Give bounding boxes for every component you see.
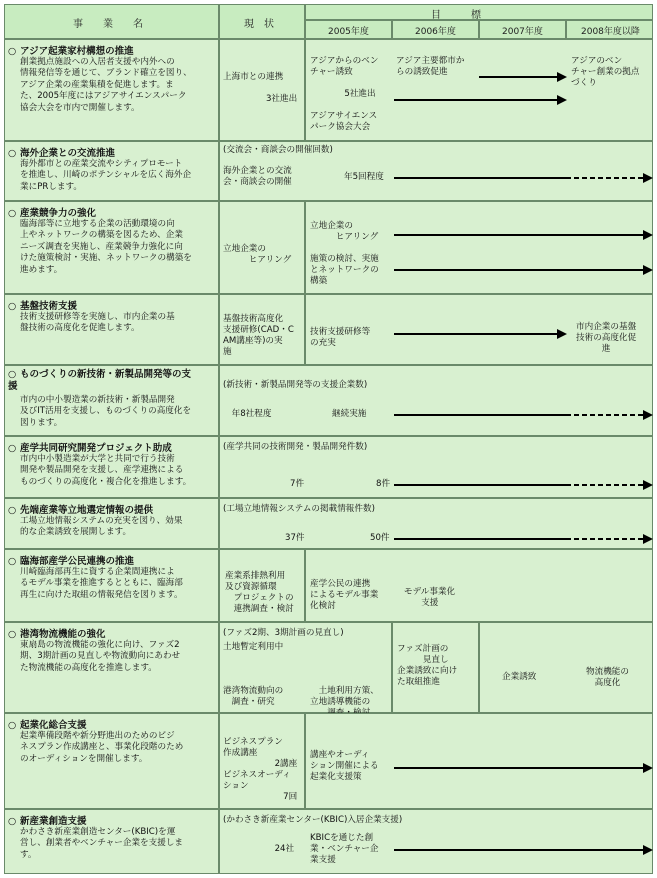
project-goal-table	[4, 4, 653, 874]
row-industry-academia-title: ○ 産学共同研究開発プロジェクト助成	[8, 443, 172, 454]
row-port-logistics-goal-2008: 物流機能の 高度化	[586, 667, 629, 688]
header-status-cell	[219, 4, 305, 39]
row-new-industry-title: ○ 新産業創造支援	[8, 816, 87, 827]
row-monozukuri-goal-cell	[219, 365, 653, 436]
row-siting-info-arrow-dashed	[566, 538, 653, 540]
row-waterfront-title: ○ 臨海部産学公民連携の推進	[8, 556, 135, 567]
row-industry-academia-description: 市内中小製造業が大学と共同で行う技術 開発や製品開発を支援し、産学連携による ものづくりの高度化・複合化を推進します。	[20, 454, 192, 487]
header-goal-cell	[305, 4, 653, 20]
row-competitiveness-arrow-top	[394, 234, 653, 236]
row-asia-description: 創業拠点施設への入居者支援や内外への 情報発信等を通じて、ブランド確立を図り、 アジア企業の産業集積を促進します。ま た、2005年度にはアジアサイエンスパーク 協会大会を市内で開催します。	[20, 57, 192, 113]
row-waterfront-goal-2005: 産学公民の連携 によるモデル事業 化検討	[310, 579, 379, 611]
row-new-industry-goal-2005: KBICを通じた創 業・ベンチャー企 業支援	[310, 833, 379, 865]
header-year-2008: 2008年度以降	[581, 27, 640, 37]
row-asia-status: 上海市との連携 3社進出	[223, 72, 298, 104]
row-basic-tech-goal-2008: 市内企業の基盤 技術の高度化促 進	[576, 322, 637, 354]
row-competitiveness-title: ○ 産業競争力の強化	[8, 208, 97, 219]
row-basic-tech-title: ○ 基盤技術支援	[8, 301, 78, 312]
row-monozukuri-description: 市内の中小製造業の新技術・新製品開発 及びIT活用を支援し、ものづくりの高度化を 図ります。	[20, 395, 192, 428]
row-startup-support-arrow	[394, 767, 653, 769]
row-siting-info-status: 37件	[285, 533, 305, 543]
row-overseas-arrow-dashed	[566, 177, 653, 179]
row-monozukuri-goal-2005: 継続実施	[332, 409, 367, 419]
row-port-logistics-goal-2007: 企業誘致	[502, 672, 537, 682]
row-basic-tech-arrow	[394, 333, 567, 335]
row-siting-info-arrow-solid	[394, 538, 566, 540]
row-port-logistics-status: 土地暫定利用中 港湾物流動向の 調査・研究	[223, 642, 284, 707]
row-basic-tech-status: 基盤技術高度化 支援研修(CAD・C AM講座等)の実 施	[223, 314, 294, 357]
row-overseas-title: ○ 海外企業との交流推進	[8, 148, 116, 159]
row-monozukuri-arrow-dashed	[566, 414, 653, 416]
header-goal: 目 標	[431, 10, 481, 20]
header-business-name-cell	[4, 4, 219, 39]
row-startup-support-goal-2005: 講座やオーディ ション開催による 起業化支援策	[310, 750, 379, 782]
header-business-name: 事 業 名	[73, 19, 143, 30]
row-port-logistics-title: ○ 港湾物流機能の強化	[8, 629, 106, 640]
row-overseas-arrow-solid	[394, 177, 479, 179]
row-industry-academia-note: (産学共同の技術開発・製品開発件数)	[223, 442, 368, 452]
row-new-industry-description: かわさき新産業創造センター(KBIC)を運 営し、創業者やベンチャー企業を支援しま す。	[20, 827, 184, 860]
row-monozukuri-note: (新技術・新製品開発等の支援企業数)	[223, 380, 368, 390]
row-siting-info-description: 工場立地情報システムの充実を図り、効果 的な企業誘致を展開します。	[20, 516, 183, 538]
row-port-logistics-goal-2006: ファズ計画の 見直し 企業誘致に向け た取組推進	[397, 644, 458, 687]
row-asia-goal-2006: アジア主要都市か らの誘致促進	[396, 56, 465, 77]
header-year-2008-cell	[566, 20, 653, 39]
row-new-industry-status: 24社	[223, 844, 295, 854]
header-year-2007-cell	[479, 20, 566, 39]
row-siting-info-note: (工場立地情報システムの掲載情報件数)	[223, 504, 375, 514]
row-startup-support-status: ビジネスプラン 作成講座 2講座 ビジネスオーディ ション 7回	[223, 737, 298, 802]
row-industry-academia-goal-2005: 8件	[376, 479, 391, 489]
row-waterfront-description: 川崎臨海部再生に資する企業間連携によ るモデル事業を推進するとともに、臨海部 再生に向けた取組の情報発信を図ります。	[20, 567, 183, 600]
row-waterfront-status: 産業系排熱利用 及び資源循環 プロジェクトの 連携調査・検討	[225, 571, 294, 614]
row-basic-tech-goal-2005: 技術支援研修等 の充実	[310, 327, 371, 348]
header-year-2005-cell	[305, 20, 392, 39]
header-year-2006-cell	[392, 20, 479, 39]
row-basic-tech-description: 技術支援研修等を実施し、市内企業の基 盤技術の高度化を促進します。	[20, 312, 175, 334]
row-port-logistics-note: (ファズ2期、3期計画の見直し)	[223, 628, 344, 638]
row-new-industry-note: (かわさき新産業センター(KBIC)入居企業支援)	[223, 815, 403, 825]
header-year-2006: 2006年度	[415, 27, 456, 37]
row-overseas-description: 海外都市との産業交流やシティプロモート を推進し、川崎のポテンシャルを広く海外企 業にPRします。	[20, 159, 192, 192]
row-asia-title: ○ アジア起業家村構想の推進	[8, 46, 134, 57]
row-asia-goal-2008: アジアのベン チャー創業の拠点 づくり	[571, 56, 640, 88]
row-overseas-note: (交流会・商談会の開催回数)	[223, 145, 333, 155]
header-status: 現 状	[244, 19, 274, 30]
row-siting-info-title: ○ 先端産業等立地選定情報の提供	[8, 505, 154, 516]
row-siting-info-goal-2005: 50件	[370, 533, 390, 543]
row-asia-arrow-top	[479, 76, 567, 78]
row-startup-support-description: 起業準備段階や新分野進出のためのビジ ネスプラン作成講座と、事業化段階のため のオーディションを開催します。	[20, 731, 184, 764]
row-port-logistics-goal-2005: 土地利用方策、 立地誘導機能の	[310, 686, 379, 707]
row-overseas-status: 海外企業との交流 会・商談会の開催	[223, 166, 292, 187]
row-industry-academia-status: 7件	[290, 479, 305, 489]
row-overseas-goal-2005: 年5回程度	[344, 172, 384, 182]
row-asia-arrow-bottom	[394, 99, 567, 101]
row-port-logistics-description: 東扇島の物流機能の強化に向け、ファズ2 期、3期計画の見直しや物流動向にあわせ た物流機能の高度化を推進します。	[20, 640, 181, 673]
header-year-2007: 2007年度	[502, 27, 543, 37]
row-competitiveness-arrow-bottom	[394, 269, 653, 271]
row-competitiveness-status: 立地企業の ヒアリング	[223, 244, 292, 265]
row-industry-academia-arrow-dashed	[566, 484, 653, 486]
row-overseas-arrow-middle	[479, 177, 566, 179]
row-competitiveness-goal-2005: 立地企業の ヒアリング 施策の検討、実施 とネットワークの 構築	[310, 221, 379, 286]
row-monozukuri-title: ○ ものづくりの新技術・新製品開発等の支 援	[8, 369, 192, 392]
row-monozukuri-status: 年8社程度	[223, 409, 272, 419]
row-monozukuri-arrow-solid	[394, 414, 566, 416]
row-asia-goal-2005: アジアからのベン チャー誘致 5社進出 アジアサイエンス パーク協会大会	[310, 56, 379, 132]
row-startup-support-title: ○ 起業化総合支援	[8, 720, 87, 731]
row-new-industry-arrow	[394, 849, 653, 851]
header-year-2005: 2005年度	[328, 27, 369, 37]
row-waterfront-goal-2006: モデル事業化 支援	[404, 587, 456, 608]
row-industry-academia-arrow-solid	[394, 484, 566, 486]
row-competitiveness-description: 臨海部等に立地する企業の活動環境の向 上やネットワークの構築を図るため、企業 ニーズ調査を実施し、産業競争力強化に向 けた施策検討・実施、ネットワークの構築を 進めます。	[20, 219, 192, 275]
